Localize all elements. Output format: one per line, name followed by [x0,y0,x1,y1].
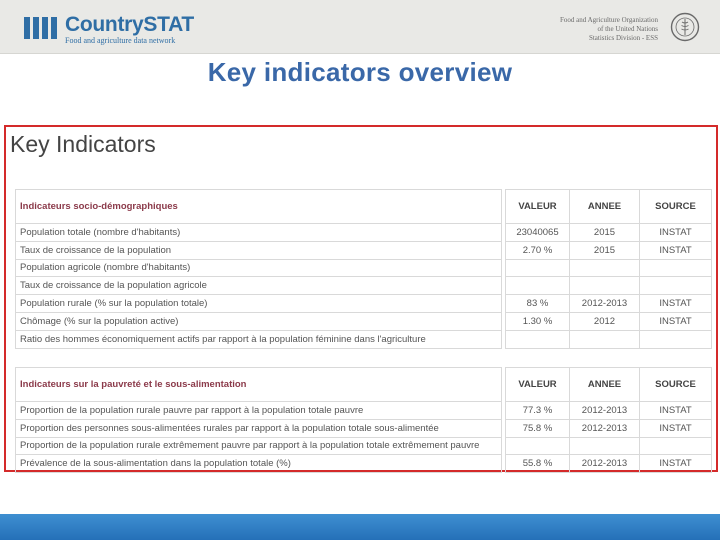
column-header-source: SOURCE [640,368,712,402]
indicator-label: Ratio des hommes économiquement actifs par rapport à la population féminine dans l'agriculture [16,330,502,348]
table-row [16,277,712,295]
indicator-value: 77.3 % [506,402,570,420]
indicator-source: INSTAT [640,402,712,420]
table-row [16,437,712,455]
indicator-source: INSTAT [640,224,712,242]
table-row [16,241,712,259]
column-header-year: ANNEE [570,368,640,402]
indicator-year: 2012-2013 [570,419,640,437]
indicator-label: Population totale (nombre d'habitants) [16,224,502,242]
section-heading: Indicateurs sur la pauvreté et le sous-alimentation [16,368,502,402]
column-header-value: VALEUR [506,190,570,224]
indicator-label: Proportion de la population rurale pauvre par rapport à la population totale pauvre [16,402,502,420]
brand-name: CountrySTAT [65,13,194,36]
indicator-label: Proportion des personnes sous-alimentées rurales par rapport à la population totale sous-alimentée [16,419,502,437]
indicator-value: 2.70 % [506,241,570,259]
indicator-label: Chômage (% sur la population active) [16,312,502,330]
org-line-2: of the United Nations [597,25,658,33]
indicator-label: Proportion de la population rurale extrêmement pauvre par rapport à la population totale extrêmement pauvre [16,437,502,455]
indicator-year [570,330,640,348]
indicator-label: Taux de croissance de la population agricole [16,277,502,295]
indicator-value [506,330,570,348]
indicator-source [640,330,712,348]
indicator-value: 1.30 % [506,312,570,330]
indicator-year [570,259,640,277]
indicator-value [506,277,570,295]
indicator-year: 2012-2013 [570,295,640,313]
table-row [16,312,712,330]
indicator-value: 23040065 [506,224,570,242]
indicator-source: INSTAT [640,241,712,259]
countrystat-logo-icon [24,17,57,39]
indicator-label: Prévalence de la sous-alimentation dans la population totale (%) [16,455,502,473]
indicator-year: 2015 [570,241,640,259]
indicator-label: Taux de croissance de la population [16,241,502,259]
column-header-year: ANNEE [570,190,640,224]
footer-band [0,514,720,540]
indicator-year: 2012 [570,312,640,330]
indicator-source: INSTAT [640,455,712,473]
indicator-source: INSTAT [640,312,712,330]
org-line-1: Food and Agriculture Organization [559,16,658,24]
indicator-year: 2015 [570,224,640,242]
header-band [0,0,720,54]
indicator-year: 2012-2013 [570,455,640,473]
poverty-table [15,367,712,473]
indicator-source: INSTAT [640,419,712,437]
indicator-source [640,277,712,295]
column-header-source: SOURCE [640,190,712,224]
indicator-value [506,437,570,455]
table-row [16,402,712,420]
indicator-value [506,259,570,277]
countrystat-logo[interactable] [24,14,194,46]
table-row [16,224,712,242]
indicator-year: 2012-2013 [570,402,640,420]
column-header-value: VALEUR [506,368,570,402]
indicator-label: Population agricole (nombre d'habitants) [16,259,502,277]
table-header-row [16,368,712,402]
table-row [16,259,712,277]
fao-logo-icon [670,12,700,42]
panel-title: Key Indicators [10,131,156,157]
brand-tagline: Food and agriculture data network [65,36,176,45]
indicator-source [640,437,712,455]
indicator-year [570,277,640,295]
table-row [16,419,712,437]
table-row [16,455,712,473]
org-line-3: Statistics Division - ESS [588,34,658,42]
indicator-year [570,437,640,455]
table-row [16,295,712,313]
indicator-value: 55.8 % [506,455,570,473]
table-row [16,330,712,348]
section-heading: Indicateurs socio-démographiques [16,190,502,224]
slide-title: Key indicators overview [207,57,513,87]
key-indicators-panel [4,125,718,472]
org-name [560,16,658,43]
table-header-row [16,190,712,224]
socio-demographic-table [15,189,712,349]
indicator-value: 83 % [506,295,570,313]
indicator-source: INSTAT [640,295,712,313]
indicator-source [640,259,712,277]
indicator-label: Population rurale (% sur la population totale) [16,295,502,313]
indicator-value: 75.8 % [506,419,570,437]
